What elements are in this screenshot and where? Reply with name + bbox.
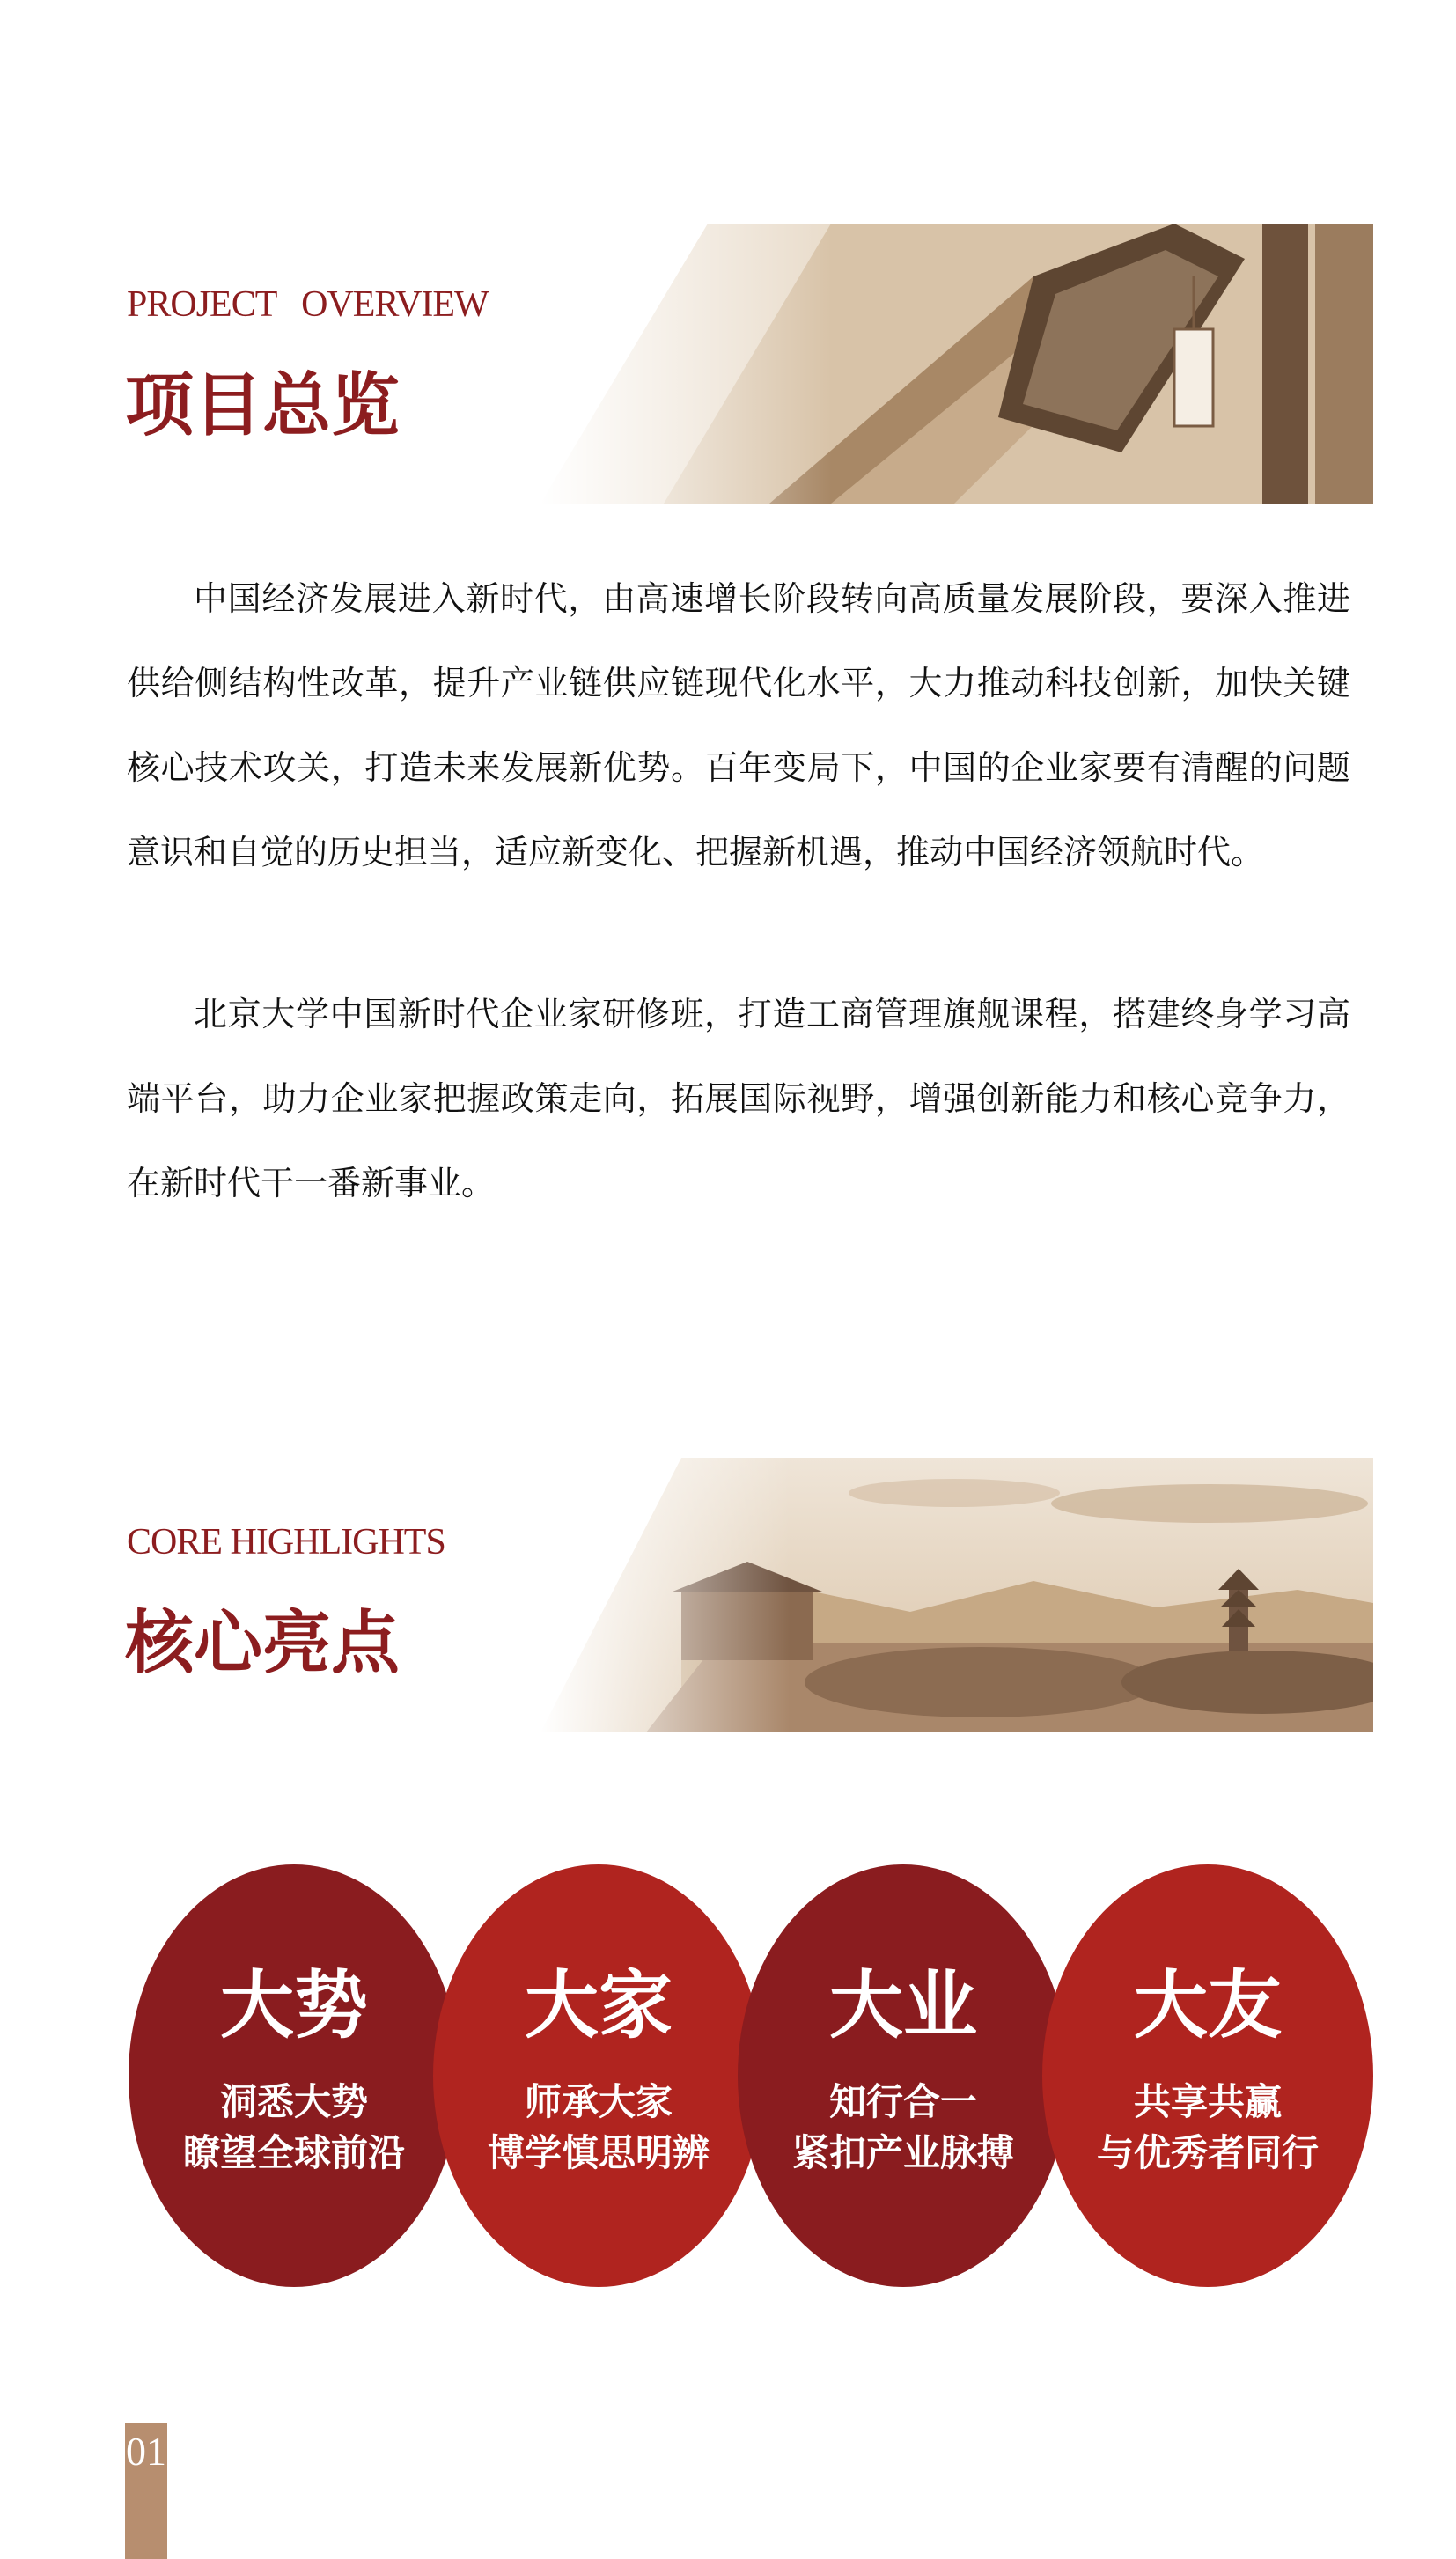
highlight-title: 大家 — [524, 1962, 673, 2048]
highlight-line-2: 博学慎思明辨 — [487, 2131, 710, 2174]
highlight-line-1: 共享共赢 — [1133, 2080, 1282, 2123]
page-number-tab — [125, 2423, 167, 2559]
highlight-line-1: 洞悉大势 — [219, 2080, 368, 2123]
highlight-line-2: 紧扣产业脉搏 — [791, 2131, 1014, 2174]
highlight-line-2: 与优秀者同行 — [1096, 2131, 1319, 2174]
highlight-circle-dajia — [433, 1864, 764, 2287]
overview-paragraph-1: 中国经济发展进入新时代，由高速增长阶段转向高质量发展阶段，要深入推进供给侧结构性改革，提升产业链供应链现代化水平，大力推动科技创新，加快关键核心技术攻关，打造未来发展新优势。百年变局下，中国的企业家要有清醒的问题意识和自觉的历史担当，适应新变化、把握新机遇，推动中国经济领航时代。 — [127, 579, 1350, 871]
highlight-circle-daye — [738, 1864, 1069, 2287]
highlight-line-1: 知行合一 — [828, 2080, 977, 2123]
highlight-title: 大势 — [219, 1962, 368, 2048]
overview-banner-image — [540, 224, 1373, 504]
highlight-line-2: 瞭望全球前沿 — [182, 2131, 405, 2174]
highlight-line-1: 师承大家 — [524, 2080, 673, 2123]
page-number: 01 — [126, 2429, 166, 2474]
highlight-circle-dashi — [129, 1864, 460, 2287]
highlights-title-en: CORE HIGHLIGHTS — [127, 1522, 445, 1563]
highlight-circle-dayou — [1042, 1864, 1373, 2287]
highlights-banner-image — [540, 1458, 1373, 1732]
overview-title-en: PROJECT OVERVIEW — [127, 284, 489, 325]
overview-title-zh: 项目总览 — [125, 365, 401, 445]
highlight-title: 大友 — [1133, 1962, 1282, 2048]
overview-paragraph-2: 北京大学中国新时代企业家研修班，打造工商管理旗舰课程，搭建终身学习高端平台，助力企业家把握政策走向，拓展国际视野，增强创新能力和核心竞争力，在新时代干一番新事业。 — [127, 995, 1350, 1202]
highlights-title-zh: 核心亮点 — [125, 1603, 401, 1683]
highlight-title: 大业 — [828, 1962, 977, 2048]
